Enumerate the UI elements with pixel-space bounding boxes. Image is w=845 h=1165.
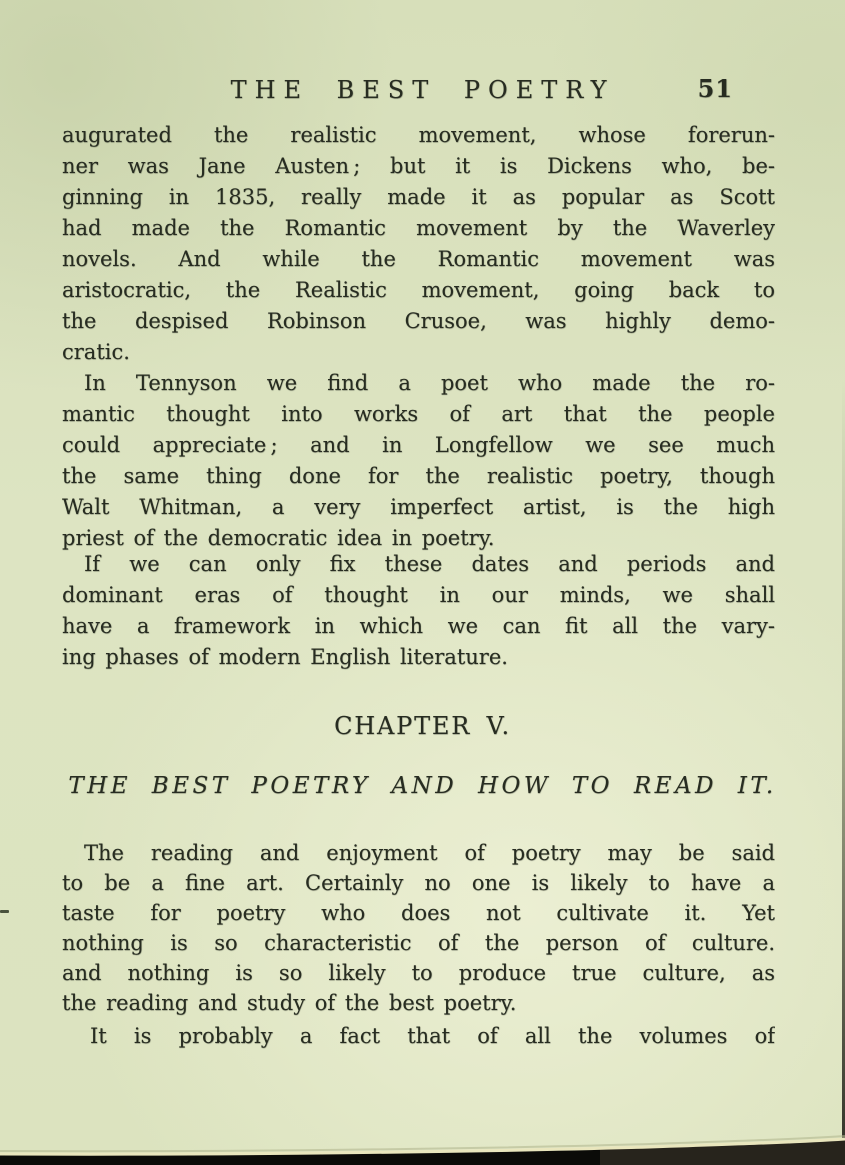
text-line: It is probably a fact that of all the volumes of <box>90 1024 775 1048</box>
scan-background-brown <box>600 1139 845 1165</box>
text-line: ginning in 1835, really made it as popular as Scott <box>62 185 775 209</box>
chapter-title: THE BEST POETRY AND HOW TO READ IT. <box>68 773 777 799</box>
paragraph-continuation <box>62 120 775 368</box>
text-line: dominant eras of thought in our minds, we shall <box>62 583 775 607</box>
text-line: cratic. <box>62 340 130 364</box>
paragraph-probably-fact <box>62 1021 775 1052</box>
paragraph-framework <box>62 549 775 673</box>
page-header <box>0 76 845 108</box>
text-line: the despised Robinson Crusoe, was highly demo- <box>62 309 775 333</box>
page-bottom-edge <box>0 1075 845 1165</box>
text-line: ner was Jane Austen ; but it is Dickens who, be- <box>62 154 775 178</box>
text-line: If we can only fix these dates and periods and <box>84 552 775 576</box>
text-line: ing phases of modern English literature. <box>62 645 508 669</box>
text-line: the reading and study of the best poetry. <box>62 991 517 1015</box>
text-line: Walt Whitman, a very imperfect artist, is the high <box>62 495 775 519</box>
text-line: The reading and enjoyment of poetry may be said <box>84 841 775 865</box>
text-line: nothing is so characteristic of the person of culture. <box>62 931 775 955</box>
text-line: In Tennyson we find a poet who made the ro- <box>84 371 775 395</box>
left-edge-mark <box>0 910 9 913</box>
text-line: to be a fine art. Certainly no one is likely to have a <box>62 871 775 895</box>
text-line: aristocratic, the Realistic movement, going back to <box>62 278 775 302</box>
text-line: could appreciate ; and in Longfellow we see much <box>62 433 775 457</box>
paragraph-tennyson <box>62 368 775 554</box>
text-line: novels. And while the Romantic movement was <box>62 247 775 271</box>
text-line: had made the Romantic movement by the Waverley <box>62 216 775 240</box>
page-number: 51 <box>697 74 733 103</box>
text-line: priest of the democratic idea in poetry. <box>62 526 495 550</box>
paragraph-reading-enjoyment <box>62 838 775 1018</box>
chapter-heading: CHAPTER V. <box>334 712 511 740</box>
text-line: have a framework in which we can fit all the vary- <box>62 614 775 638</box>
text-line: taste for poetry who does not cultivate it. Yet <box>62 901 775 925</box>
running-title: THE BEST POETRY <box>230 76 615 104</box>
text-line: the same thing done for the realistic poetry, though <box>62 464 775 488</box>
text-line: and nothing is so likely to produce true culture, as <box>62 961 775 985</box>
text-line: mantic thought into works of art that the people <box>62 402 775 426</box>
text-line: augurated the realistic movement, whose forerun- <box>62 123 775 147</box>
